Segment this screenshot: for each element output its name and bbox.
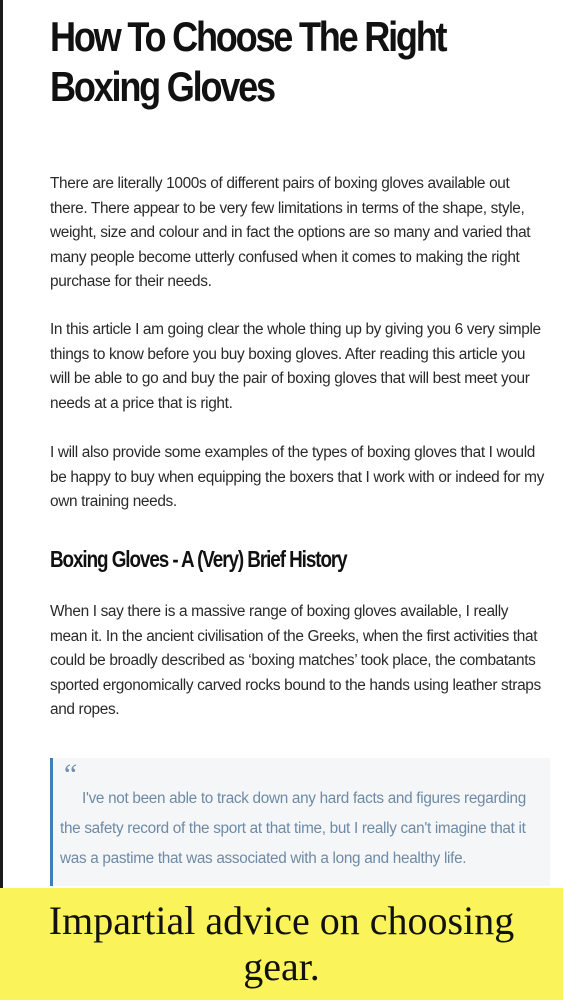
- quote-mark-icon: “: [61, 758, 78, 791]
- examples-paragraph: I will also provide some examples of the types of boxing gloves that I would be happy to buy when equipping the boxers that I work with or indeed for my own training needs.: [50, 444, 544, 511]
- article-purpose-paragraph: In this article I am going clear the whole thing up by giving you 6 very simple things to know before you buy boxing gloves. After reading this article you will be able to go and buy the pair of boxing gloves that will best meet your needs at a price that is right.: [50, 321, 541, 412]
- blockquote-text: I've not been able to track down any hard facts and figures regarding the safety record of the sport at that time, but I really can't imagine that it was a pastime that was associated with a long and healthy life.: [60, 790, 526, 867]
- intro-paragraph: There are literally 1000s of different pairs of boxing gloves available out there. There appear to be very few limitations in terms of the shape, style, weight, size and colour and in fact the options are so many and varied that many people become utterly confused when it comes to making the right purchase for their needs.: [50, 175, 531, 291]
- banner-caption: Impartial advice on choosing gear.: [48, 898, 515, 989]
- section-heading: Boxing Gloves - A (Very) Brief History: [50, 546, 347, 572]
- article-title: How To Choose The Right Boxing Gloves: [50, 13, 446, 110]
- history-paragraph: When I say there is a massive range of boxing gloves available, I really mean it. In the ancient civilisation of the Greeks, when the first activities that could be broadly described as ‘boxing matches’ took place, the combatants sported ergonomically carved rocks bound to the hands using leather straps and ropes.: [50, 603, 541, 719]
- video-frame-edge: [0, 0, 3, 1000]
- caption-banner: [0, 888, 563, 1000]
- blockquote: [50, 758, 550, 886]
